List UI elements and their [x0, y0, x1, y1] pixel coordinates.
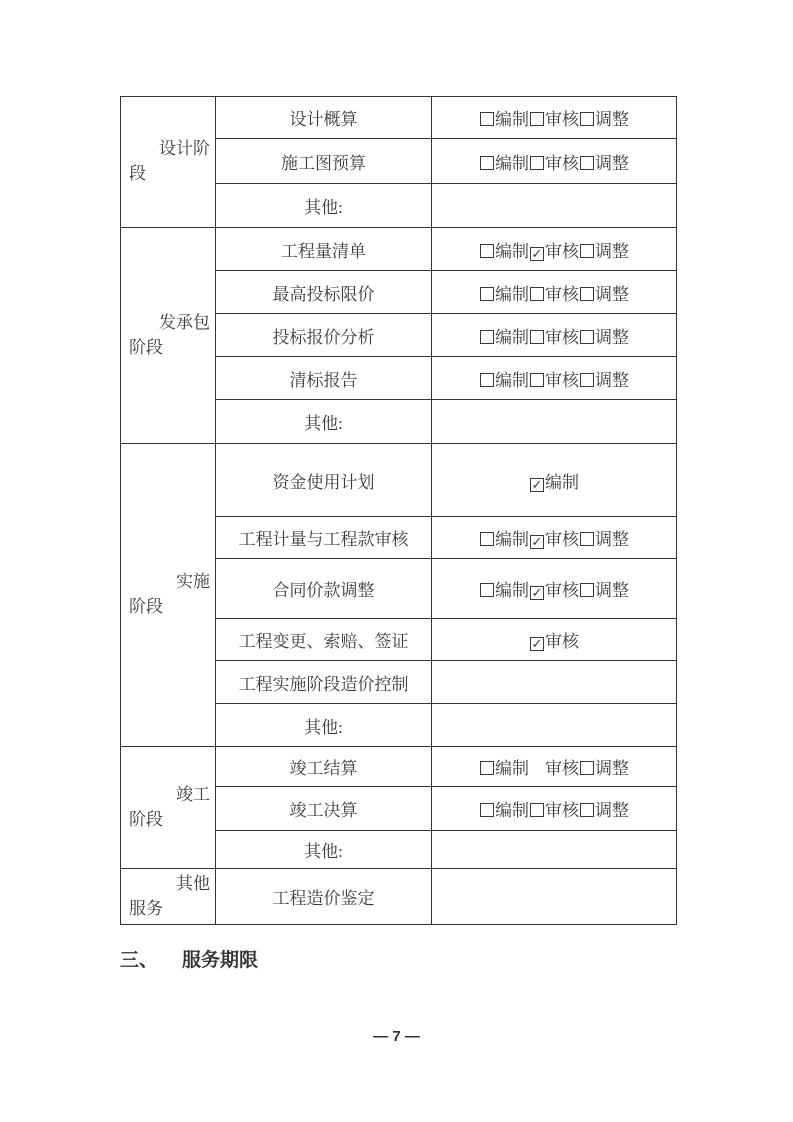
- option-label: 审核: [545, 530, 579, 549]
- option-label: 审核: [545, 327, 579, 347]
- service-option: [479, 105, 529, 130]
- checkbox-unchecked-icon[interactable]: [530, 330, 544, 344]
- checkbox-unchecked-icon[interactable]: [580, 244, 594, 258]
- checkbox-unchecked-icon[interactable]: [580, 287, 594, 301]
- service-item-cell: 合同价款调整: [216, 559, 432, 619]
- service-option: [479, 576, 529, 601]
- checkbox-unchecked-icon[interactable]: [580, 156, 594, 170]
- stage-cell: [121, 869, 216, 925]
- option-label: 审核: [545, 241, 579, 261]
- checkbox-unchecked-icon[interactable]: [480, 244, 494, 258]
- table-row: [121, 228, 677, 271]
- option-label: 调整: [595, 153, 629, 173]
- service-item-cell: 工程实施阶段造价控制: [216, 661, 432, 704]
- checkbox-checked-icon[interactable]: ✓: [531, 245, 543, 261]
- section-heading: [120, 945, 258, 972]
- stage-label-line: 阶段: [129, 597, 163, 616]
- service-item-cell: 其他:: [216, 400, 432, 444]
- service-options-cell: [432, 444, 677, 517]
- checkbox-unchecked-icon[interactable]: [480, 761, 494, 775]
- service-scope-table: [120, 96, 677, 925]
- service-item-cell: 清标报告: [216, 357, 432, 400]
- service-option: [579, 105, 629, 130]
- checkbox-unchecked-icon[interactable]: [530, 373, 544, 387]
- checkbox-unchecked-icon[interactable]: [480, 156, 494, 170]
- stage-label-line: 阶段: [129, 337, 163, 357]
- service-options-cell: [432, 869, 677, 925]
- option-label: 编制: [495, 153, 529, 173]
- option-label: 审核: [545, 370, 579, 390]
- option-label: 审核: [545, 581, 579, 600]
- option-label: 编制: [495, 284, 529, 304]
- stage-label-line: 其他: [176, 873, 210, 893]
- service-option: [529, 105, 579, 130]
- option-label: 调整: [595, 581, 629, 600]
- checkbox-unchecked-icon[interactable]: [480, 330, 494, 344]
- stage-label-line: 服务: [129, 898, 163, 918]
- checkbox-unchecked-icon[interactable]: [580, 761, 594, 775]
- service-option: [529, 627, 579, 652]
- checkbox-unchecked-icon[interactable]: [480, 287, 494, 301]
- service-options-cell: [432, 400, 677, 444]
- table-row: [121, 97, 677, 139]
- checkbox-checked-icon[interactable]: ✓: [531, 534, 543, 549]
- option-label: 调整: [595, 241, 629, 261]
- service-option: [579, 796, 629, 821]
- option-label: 编制: [495, 370, 529, 390]
- stage-label-line: 实施: [176, 572, 210, 592]
- service-option: [579, 323, 629, 348]
- service-option: [579, 576, 629, 601]
- service-option: [479, 149, 529, 174]
- table-row: [121, 444, 677, 517]
- service-item-cell: 工程造价鉴定: [216, 869, 432, 925]
- service-option: [479, 280, 529, 305]
- option-label: 审核: [545, 632, 579, 651]
- service-options-cell: [432, 184, 677, 228]
- checkbox-unchecked-icon[interactable]: [530, 112, 544, 126]
- service-options-cell: [432, 661, 677, 704]
- stage-cell: [121, 444, 216, 747]
- service-options-cell: [432, 314, 677, 357]
- service-item-cell: 其他:: [216, 184, 432, 228]
- section-number: 三、: [120, 950, 159, 971]
- option-label: 调整: [595, 284, 629, 304]
- checkbox-unchecked-icon[interactable]: [580, 112, 594, 126]
- service-option: [579, 237, 629, 262]
- service-item-cell: 投标报价分析: [216, 314, 432, 357]
- stage-label-line: 段: [129, 164, 146, 183]
- service-options-cell: [432, 831, 677, 869]
- service-options-cell: [432, 271, 677, 314]
- service-option: [529, 576, 579, 601]
- service-option: [579, 525, 629, 550]
- checkbox-unchecked-icon[interactable]: [580, 373, 594, 387]
- checkbox-unchecked-icon[interactable]: [580, 803, 594, 817]
- service-option: [529, 525, 579, 550]
- checkbox-unchecked-icon[interactable]: [580, 583, 594, 597]
- checkbox-checked-icon[interactable]: ✓: [531, 636, 543, 651]
- service-options-cell: [432, 97, 677, 139]
- service-item-cell: 其他:: [216, 704, 432, 747]
- service-option: [529, 149, 579, 174]
- option-label: 编制: [495, 530, 529, 549]
- service-item-cell: 最高投标限价: [216, 271, 432, 314]
- checkbox-unchecked-icon[interactable]: [580, 330, 594, 344]
- stage-cell: [121, 97, 216, 228]
- service-option: [529, 468, 579, 493]
- service-options-cell: [432, 228, 677, 271]
- option-label: 调整: [595, 759, 629, 778]
- option-label: 编制: [495, 759, 529, 778]
- checkbox-checked-icon[interactable]: ✓: [531, 476, 543, 492]
- service-options-cell: [432, 787, 677, 831]
- checkbox-unchecked-icon[interactable]: [480, 583, 494, 597]
- service-options-cell: [432, 704, 677, 747]
- option-label: 编制: [495, 581, 529, 600]
- checkbox-unchecked-icon[interactable]: [530, 156, 544, 170]
- service-option: [529, 323, 579, 348]
- stage-cell: [121, 747, 216, 869]
- stage-label-line: 发承包: [159, 312, 210, 332]
- service-item-cell: 工程变更、索赔、签证: [216, 619, 432, 661]
- page-number: — 7 —: [373, 1028, 420, 1045]
- service-item-cell: 竣工决算: [216, 787, 432, 831]
- option-label: 编制: [495, 327, 529, 347]
- service-item-cell: 工程计量与工程款审核: [216, 517, 432, 559]
- service-item-cell: 资金使用计划: [216, 444, 432, 517]
- option-label: 审核: [545, 153, 579, 173]
- option-label: 审核: [545, 759, 579, 778]
- option-label: 审核: [545, 284, 579, 304]
- option-label: 审核: [545, 801, 579, 820]
- option-label: 编制: [495, 110, 529, 129]
- option-label: 调整: [595, 110, 629, 129]
- section-title: 服务期限: [182, 950, 259, 971]
- checkbox-unchecked-icon[interactable]: [480, 112, 494, 126]
- option-label: 审核: [545, 110, 579, 129]
- service-option: [479, 237, 529, 262]
- option-label: 编制: [545, 472, 579, 492]
- checkbox-checked-icon[interactable]: ✓: [531, 585, 543, 600]
- option-label: 调整: [595, 530, 629, 549]
- service-option: [579, 366, 629, 391]
- service-item-cell: 施工图预算: [216, 139, 432, 184]
- service-item-cell: 工程量清单: [216, 228, 432, 271]
- service-option: [479, 796, 529, 821]
- service-option: [529, 237, 579, 262]
- option-label: 调整: [595, 801, 629, 820]
- service-options-cell: [432, 139, 677, 184]
- service-item-cell: 其他:: [216, 831, 432, 869]
- service-option: [529, 280, 579, 305]
- checkbox-unchecked-icon[interactable]: [530, 287, 544, 301]
- option-label: 编制: [495, 241, 529, 261]
- service-item-cell: 设计概算: [216, 97, 432, 139]
- table-row: [121, 869, 677, 925]
- service-options-cell: [432, 747, 677, 787]
- checkbox-unchecked-icon[interactable]: [530, 803, 544, 817]
- table-row: [121, 747, 677, 787]
- stage-label-line: 阶段: [129, 809, 163, 829]
- service-options-cell: [432, 619, 677, 661]
- stage-label-line: 设计阶: [159, 139, 210, 159]
- option-label: 编制: [495, 801, 529, 820]
- service-options-cell: [432, 517, 677, 559]
- checkbox-unchecked-icon[interactable]: [480, 373, 494, 387]
- service-option: [579, 280, 629, 305]
- service-option: [529, 796, 579, 821]
- service-option: [529, 754, 579, 779]
- service-options-cell: [432, 357, 677, 400]
- checkbox-unchecked-icon[interactable]: [480, 532, 494, 546]
- service-option: [529, 366, 579, 391]
- option-label: 调整: [595, 327, 629, 347]
- service-option: [579, 754, 629, 779]
- service-option: [479, 754, 529, 779]
- service-option: [479, 366, 529, 391]
- service-option: [479, 323, 529, 348]
- stage-cell: [121, 228, 216, 444]
- service-option: [579, 149, 629, 174]
- checkbox-unchecked-icon[interactable]: [480, 803, 494, 817]
- service-item-cell: 竣工结算: [216, 747, 432, 787]
- stage-label-line: 竣工: [176, 784, 210, 804]
- service-options-cell: [432, 559, 677, 619]
- checkbox-unchecked-icon[interactable]: [580, 532, 594, 546]
- service-option: [479, 525, 529, 550]
- option-label: 调整: [595, 370, 629, 390]
